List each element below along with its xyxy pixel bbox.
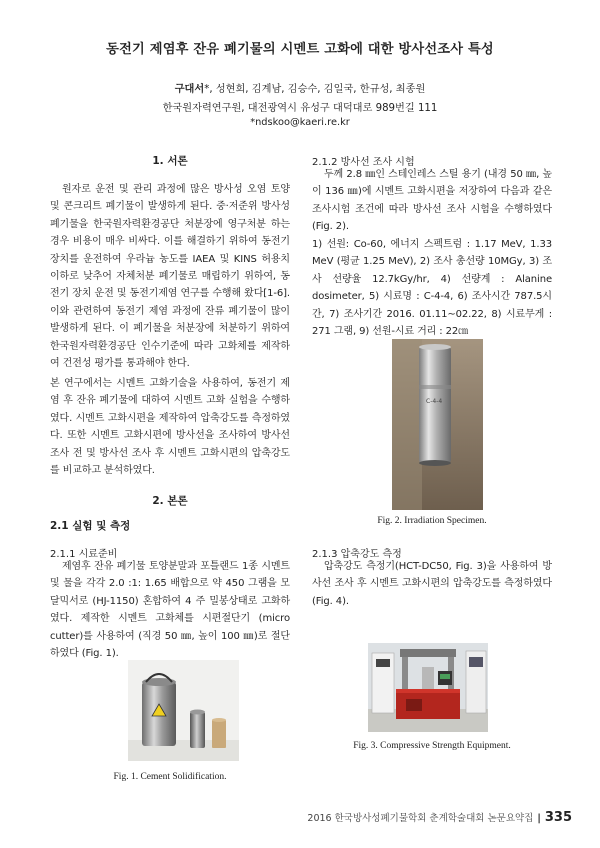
svg-text:C-4-4: C-4-4 (426, 398, 443, 405)
affiliation: 한국원자력연구원, 대전광역시 유성구 대덕대로 989번길 111 (162, 103, 438, 114)
section-2-1-2-paragraph-2: 1) 선원: Co-60, 에너지 스펙트럼 : 1.17 MeV, 1.33 MeV (평균 1.25 MeV), 2) 조사 총선량 10MGy, 3) 조사 선량율 12.7kGy/hr, 4) 선량계 : Alanine dosimeter, 5) 시료명 : C-4-4, 6) 조사시간 787.5시간, 7) 조사기간 2016. 01.11∼02.22, 8) 시료무게 : 271 그램, 9) 선원-시료 거리 : 22㎝ (312, 239, 552, 338)
fig-2-caption: Fig. 2. Irradiation Specimen. (377, 516, 487, 526)
section-2-1-3-paragraph: 압축강도 측정기(HCT-DC50, Fig. 3)을 사용하여 방사선 조사 후 시멘트 고화시편의 압축강도를 측정하였다(Fig. 4). (312, 561, 552, 607)
section-2-1-3-heading: 2.1.3 압축강도 측정 (312, 549, 402, 560)
section-2-heading: 2. 본론 (152, 495, 188, 507)
section-2-1-1-paragraph: 제염후 잔유 폐기물 토양분말과 포틀랜드 1종 시멘트 및 물을 각각 2.0 :1: 1.65 배합으로 약 450 그램을 모달믹서로 (HJ-1150) 혼합하여 4 주 밀봉상태로 고화하였다. 제작한 시멘트 고화체를 시편절단기 (micro cutter)를 사용하여 (직경 50 ㎜, 높이 100 ㎜)로 절단하였다 (Fig. 1). (50, 561, 290, 660)
fig-1-photo (128, 660, 239, 761)
section-1-paragraph-2: 본 연구에서는 시멘트 고화기술을 사용하여, 동전기 제염 후 잔유 폐기물에 대하여 시멘트 고화 실험을 수행하였다. 시멘트 고화시편을 제작하여 압축강도를 측정하였다. 또한 시멘트 고화시편에 방사선을 조사하여 방사선 조사 전 및 방사선 조사 후 시멘트 고화시편의 압축강도를 비교하고 분석하였다. (50, 378, 290, 477)
compressive-strength-equipment-image (368, 643, 488, 732)
author-list (0, 80, 600, 95)
irradiation-specimen-image (392, 339, 483, 510)
section-1-heading: 1. 서론 (152, 155, 188, 167)
lead-author: 구대서 (174, 84, 205, 95)
section-2-1-2-paragraph-1: 두께 2.8 ㎜인 스테인레스 스틸 용기 (내경 50 ㎜, 높이 136 ㎜)에 시멘트 고화시편을 저장하여 다음과 같은 조사시험 조건에 따라 방사선 조사 시험을 수행하였다(Fig. 2). (312, 169, 552, 233)
footer-proceedings: 2016 한국방사성폐기물학회 춘계학술대회 논문요약집 (307, 813, 534, 824)
paper-title: 동전기 제염후 잔유 폐기물의 시멘트 고화에 대한 방사선조사 특성 (106, 42, 494, 57)
section-1-paragraph-1: 원자로 운전 및 관리 과정에 많은 방사성 오염 토양 및 콘크리트 폐기물이 발생하게 된다. 중·저준위 방사성폐기물을 한국원자력환경공단 처분장에 영구처분 하는 경우 비용이 매우 비싸다. 이를 해결하기 위하여 동전기 장치를 운전하여 우라늄 농도를 IAEA 및 KINS 허용치 이하로 낮추어 자체처분 폐기물로 매립하기 위하여, 동전기 장치 운전 및 동전기제염 연구를 수행해 왔다[1-6]. 이와 관련하여 동전기 제염 과정에 잔류 폐기물이 많이 발생하게 된다. 이 폐기물을 처분장에 처분하기 위하여 한국원자력환경공단 인수기준에 따라 고화체를 제작하여 건전성 평가를 통과해야 한다. (50, 184, 290, 370)
co-authors: , 성현희, 김계남, 김승수, 김일국, 한규성, 최종원 (209, 84, 426, 95)
page-number: 335 (544, 810, 572, 825)
section-2-1-1-heading: 2.1.1 시료준비 (50, 549, 118, 560)
fig-3-photo (368, 643, 488, 732)
cement-solidification-image (128, 660, 239, 761)
page-footer (307, 810, 572, 825)
email: *ndskoo@kaeri.re.kr (250, 117, 350, 128)
fig-2-photo (392, 339, 483, 510)
section-2-1-heading: 2.1 실험 및 측정 (50, 520, 131, 532)
footer-separator: | (537, 813, 541, 824)
section-2-1-2-heading: 2.1.2 방사선 조사 시험 (312, 157, 415, 168)
corresponding-mark: * (204, 84, 210, 95)
fig-3-caption: Fig. 3. Compressive Strength Equipment. (353, 741, 511, 751)
fig-1-caption: Fig. 1. Cement Solidification. (113, 772, 227, 782)
